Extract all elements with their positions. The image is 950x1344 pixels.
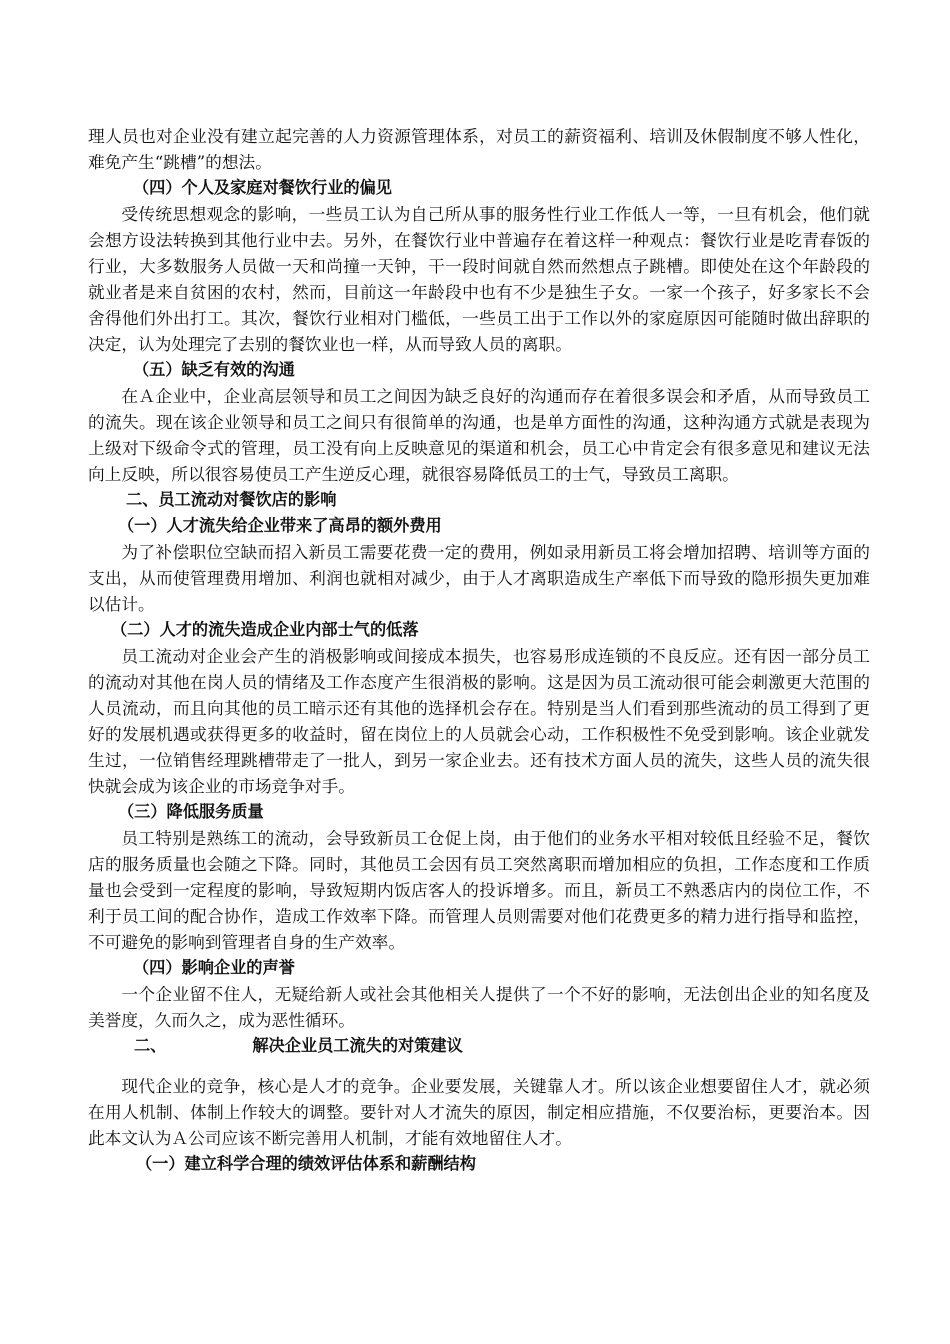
section-heading: （四）个人及家庭对餐饮行业的偏见 (133, 178, 392, 197)
paragraph: 一个企业留不住人，无疑给新人或社会其他相关人提供了一个不好的影响，无法创出企业的知名度及美誉度，久而久之，成为恶性循环。 (88, 984, 870, 1030)
document-page (88, 123, 870, 1177)
section-heading: （五）缺乏有效的沟通 (133, 360, 295, 379)
chapter-heading (88, 1033, 870, 1073)
section-heading: （三）降低服务质量 (118, 802, 264, 821)
paragraph: 现代企业的竞争，核心是人才的竞争。企业要发展，关键靠人才。所以该企业想要留住人才，就必须在用人机制、体制上作较大的调整。要针对人才流失的原因，制定相应措施，不仅要治标，更要治本。因此本文认为Ａ公司应该不断完善用人机制，才能有效地留住人才。 (88, 1076, 870, 1148)
paragraph: 受传统思想观念的影响，一些员工认为自己所从事的服务性行业工作低人一等，一旦有机会，他们就会想方设法转换到其他行业中去。另外，在餐饮行业中普遍存在着这样一种观点：餐饮行业是吃青春饭的行业，大多数服务人员做一天和尚撞一天钟，干一段时间就自然而然想点子跳槽。即使处在这个年龄段的就业者是来自贫困的农村，然而，目前这一年龄段中也有不少是独生子女。一家一个孩子，好多家长不会舍得他们外出打工。其次，餐饮行业相对门槛低，一些员工出于工作以外的家庭原因可能随时做出辞职的决定，认为处理完了去别的餐饮业也一样，从而导致人员的离职。 (88, 204, 870, 354)
chapter-title: 解决企业员工流失的对策建议 (252, 1036, 463, 1055)
paragraph: 员工流动对企业会产生的消极影响或间接成本损失，也容易形成连锁的不良反应。还有因一部分员工的流动对其他在岗人员的情绪及工作态度产生很消极的影响。这是因为员工流动很可能会刺激更大范围的人员流动，而且向其他的员工暗示还有其他的选择机会存在。特别是当人们看到那些流动的员工得到了更好的发展机遇或获得更多的收益时，留在岗位上的人员就会心动，工作积极性不免受到影响。该企业就发生过，一位销售经理跳槽带走了一批人，到另一家企业去。还有技术方面人员的流失，这些人员的流失很快就会成为该企业的市场竞争对手。 (88, 646, 870, 796)
paragraph: 理人员也对企业没有建立起完善的人力资源管理体系，对员工的薪资福利、培训及休假制度不够人性化，难免产生“跳槽”的想法。 (88, 126, 870, 172)
chapter-heading: 二、员工流动对餐饮店的影响 (126, 490, 337, 509)
paragraph: 员工特别是熟练工的流动，会导致新员工仓促上岗，由于他们的业务水平相对较低且经验不足，餐饮店的服务质量也会随之下降。同时，其他员工会因有员工突然离职而增加相应的负担，工作态度和工作质量也会受到一定程度的影响，导致短期内饭店客人的投诉增多。而且，新员工不熟悉店内的岗位工作，不利于员工间的配合协作，造成工作效率下降。而管理人员则需要对他们花费更多的精力进行指导和监控，不可避免的影响到管理者自身的生产效率。 (88, 828, 870, 952)
section-heading: （二）人才的流失造成企业内部士气的低落 (111, 620, 419, 639)
section-heading: （一）人才流失给企业带来了高昂的额外费用 (118, 516, 442, 535)
section-heading: （一）建立科学合理的绩效评估体系和薪酬结构 (136, 1154, 476, 1173)
paragraph: 为了补偿职位空缺而招入新员工需要花费一定的费用，例如录用新员工将会增加招聘、培训等方面的支出，从而使管理费用增加、利润也就相对减少，由于人才离职造成生产率低下而导致的隐形损失更加难以估计。 (88, 542, 870, 614)
chapter-number: 二、 (134, 1036, 167, 1055)
paragraph: 在Ａ企业中，企业高层领导和员工之间因为缺乏良好的沟通而存在着很多误会和矛盾，从而导致员工的流失。现在该企业领导和员工之间只有很简单的沟通，也是单方面性的沟通，这种沟通方式就是表现为上级对下级命令式的管理，员工没有向上反映意见的渠道和机会，员工心中肯定会有很多意见和建议无法向上反映，所以很容易使员工产生逆反心理，就很容易降低员工的士气，导致员工离职。 (88, 386, 870, 484)
section-heading: （四）影响企业的声誉 (133, 958, 295, 977)
